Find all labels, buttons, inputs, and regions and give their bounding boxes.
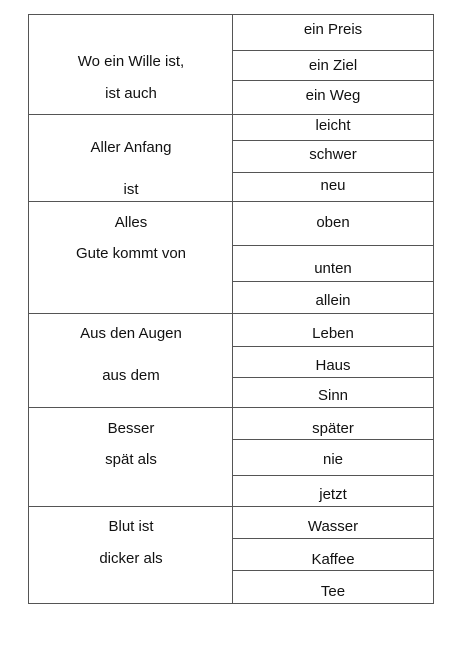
answer-option[interactable]: jetzt bbox=[319, 486, 347, 503]
answer-option[interactable]: Haus bbox=[233, 347, 433, 378]
answer-option[interactable]: ein Preis bbox=[233, 15, 433, 51]
answer-option[interactable]: oben bbox=[233, 202, 433, 246]
proverb-prompt-line: Aller Anfang bbox=[90, 139, 172, 156]
answer-option[interactable]: Wasser bbox=[233, 507, 433, 539]
answer-option[interactable]: Sinn bbox=[317, 387, 349, 404]
answer-option[interactable]: leicht bbox=[233, 115, 433, 141]
answer-option[interactable]: Kaffee bbox=[233, 539, 433, 571]
proverb-prompt-cell bbox=[29, 408, 233, 506]
proverb-matching-table bbox=[28, 14, 434, 604]
proverb-prompt-line: Wo ein Wille ist, bbox=[77, 53, 185, 70]
proverb-row bbox=[29, 408, 433, 507]
proverb-prompt-line: Alles bbox=[114, 214, 148, 231]
proverb-prompt-line: ist auch bbox=[105, 85, 157, 102]
proverb-prompt-cell bbox=[29, 314, 233, 407]
proverb-prompt-line: ist bbox=[123, 181, 139, 198]
proverb-row bbox=[29, 202, 433, 314]
proverb-prompt-line: Besser bbox=[107, 420, 155, 437]
proverb-prompt-cell bbox=[29, 202, 233, 313]
answer-option[interactable]: neu bbox=[320, 177, 346, 194]
answer-option[interactable]: Leben bbox=[233, 314, 433, 347]
proverb-prompt-line: Gute kommt von bbox=[75, 245, 187, 262]
proverb-prompt-cell bbox=[29, 115, 233, 201]
answer-option[interactable]: Tee bbox=[320, 583, 346, 600]
answer-option[interactable]: ein Ziel bbox=[233, 51, 433, 81]
proverb-prompt-line: dicker als bbox=[99, 550, 163, 567]
proverb-prompt-cell bbox=[29, 507, 233, 603]
answer-option[interactable]: nie bbox=[233, 440, 433, 476]
answer-option[interactable]: ein Weg bbox=[305, 87, 361, 104]
proverb-prompt-line: Aus den Augen bbox=[80, 325, 182, 342]
answer-option[interactable]: später bbox=[233, 408, 433, 440]
answer-option[interactable]: schwer bbox=[233, 141, 433, 173]
proverb-prompt-line: spät als bbox=[105, 451, 157, 468]
proverb-prompt-line: aus dem bbox=[102, 367, 160, 384]
answer-option[interactable]: allein bbox=[315, 292, 351, 309]
proverb-row bbox=[29, 115, 433, 202]
proverb-prompt-line: Blut ist bbox=[108, 518, 154, 535]
proverb-row bbox=[29, 15, 433, 115]
proverb-row bbox=[29, 314, 433, 408]
answer-option[interactable]: unten bbox=[233, 246, 433, 282]
proverb-prompt-cell bbox=[29, 15, 233, 114]
proverb-row bbox=[29, 507, 433, 603]
